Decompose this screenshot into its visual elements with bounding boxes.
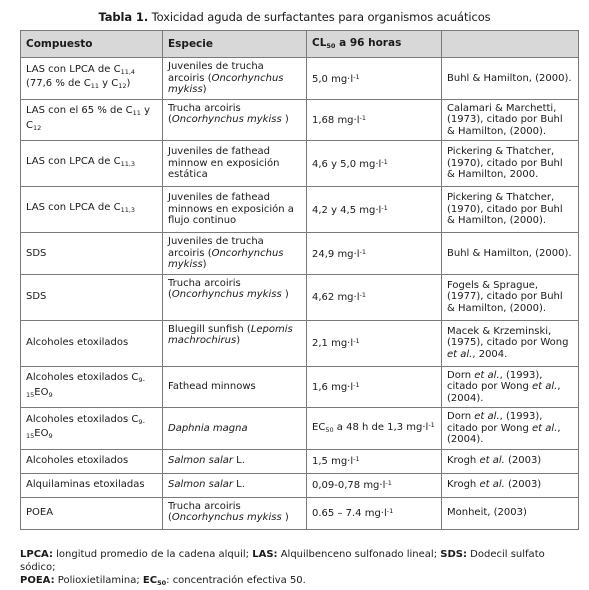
cell-especie: Juveniles de trucha arcoiris (Oncorhynchus mykiss) bbox=[163, 233, 307, 275]
cell-ref: Krogh et al. (2003) bbox=[442, 473, 579, 497]
cell-especie: Fathead minnows bbox=[163, 366, 307, 408]
cell-compuesto: Alcoholes etoxilados $C_{9-15}EO_9$ bbox=[21, 408, 163, 450]
cell-especie: Trucha arcoiris (Oncorhynchus mykiss ) bbox=[163, 99, 307, 141]
cell-ref: Buhl & Hamilton, (2000). bbox=[442, 58, 579, 100]
caption-label: Tabla 1. bbox=[98, 10, 149, 24]
cell-compuesto: Alquilaminas etoxiladas bbox=[21, 473, 163, 497]
cell-cl: 4,2 y 4,5 $mg\cdot l^{-1}$ bbox=[307, 187, 442, 233]
cell-especie: Bluegill sunfish (Lepomis machrochirus) bbox=[163, 320, 307, 366]
cell-especie: Juveniles de fathead minnow en exposición estática bbox=[163, 141, 307, 187]
table-row bbox=[21, 408, 579, 450]
header-compuesto: Compuesto bbox=[21, 31, 163, 58]
table-row bbox=[21, 99, 579, 141]
cell-especie: Juveniles de trucha arcoiris (Oncorhynchus mykiss) bbox=[163, 58, 307, 100]
cell-compuesto: LAS con el 65 % de $C_{11}$ y $C_{12}$ bbox=[21, 99, 163, 141]
cell-cl: 4,6 y 5,0 $mg\cdot l^{-1}$ bbox=[307, 141, 442, 187]
cell-compuesto: LAS con LPCA de $C_{11,4}$ (77,6 % de $C_{11}$ y $C_{12}$) bbox=[21, 58, 163, 100]
cell-cl: $EC_{50}$ a 48 h de 1,3 $mg\cdot l^{-1}$ bbox=[307, 408, 442, 450]
cell-ref: Macek & Krzeminski, (1975), citado por Wong et al., 2004. bbox=[442, 320, 579, 366]
cell-cl: 1,68 $mg\cdot l^{-1}$ bbox=[307, 99, 442, 141]
table-row bbox=[21, 449, 579, 473]
cell-especie: Salmon salar L. bbox=[163, 449, 307, 473]
cell-especie: Salmon salar L. bbox=[163, 473, 307, 497]
cell-compuesto: LAS con LPCA de $C_{11,3}$ bbox=[21, 141, 163, 187]
cell-compuesto: LAS con LPCA de $C_{11,3}$ bbox=[21, 187, 163, 233]
cell-compuesto: Alcoholes etoxilados bbox=[21, 449, 163, 473]
cell-compuesto: SDS bbox=[21, 274, 163, 320]
cell-compuesto: SDS bbox=[21, 233, 163, 275]
table-row bbox=[21, 274, 579, 320]
cell-ref: Fogels & Sprague, (1977), citado por Buhl & Hamilton, (2000). bbox=[442, 274, 579, 320]
cell-cl: 1,6 $mg\cdot l^{-1}$ bbox=[307, 366, 442, 408]
cell-cl: 0,09-0,78 $mg\cdot l^{-1}$ bbox=[307, 473, 442, 497]
toxicity-table bbox=[20, 30, 579, 530]
table-caption bbox=[0, 10, 589, 24]
caption-text: Toxicidad aguda de surfactantes para organismos acuáticos bbox=[151, 10, 491, 24]
cell-ref: Krogh et al. (2003) bbox=[442, 449, 579, 473]
cell-compuesto: Alcoholes etoxilados $C_{9-15}EO_9$ bbox=[21, 366, 163, 408]
table-row bbox=[21, 366, 579, 408]
table-row bbox=[21, 320, 579, 366]
table-row bbox=[21, 187, 579, 233]
table-row bbox=[21, 497, 579, 529]
cell-cl: 1,5 $mg\cdot l^{-1}$ bbox=[307, 449, 442, 473]
cell-cl: 2,1 $mg\cdot l^{-1}$ bbox=[307, 320, 442, 366]
header-row bbox=[21, 31, 579, 58]
cell-especie: Trucha arcoiris (Oncorhynchus mykiss ) bbox=[163, 274, 307, 320]
cell-cl: 0.65 – 7.4 $mg\cdot l^{-1}$ bbox=[307, 497, 442, 529]
table-row bbox=[21, 141, 579, 187]
cell-especie: Juveniles de fathead minnows en exposición a flujo continuo bbox=[163, 187, 307, 233]
cell-especie: Trucha arcoiris (Oncorhynchus mykiss ) bbox=[163, 497, 307, 529]
header-especie: Especie bbox=[163, 31, 307, 58]
cell-cl: 5,0 $mg\cdot l^{-1}$ bbox=[307, 58, 442, 100]
cell-compuesto: Alcoholes etoxilados bbox=[21, 320, 163, 366]
header-cl50: $CL_{50}$ a 96 horas bbox=[307, 31, 442, 58]
cell-especie: Daphnia magna bbox=[163, 408, 307, 450]
table-row bbox=[21, 58, 579, 100]
cell-ref: Pickering & Thatcher, (1970), citado por Buhl & Hamilton, (2000). bbox=[442, 187, 579, 233]
cell-cl: 24,9 $mg\cdot l^{-1}$ bbox=[307, 233, 442, 275]
cell-ref: Buhl & Hamilton, (2000). bbox=[442, 233, 579, 275]
cell-ref: Dorn et al., (1993), citado por Wong et al., (2004). bbox=[442, 366, 579, 408]
cell-ref: Monheit, (2003) bbox=[442, 497, 579, 529]
footnote: LPCA: longitud promedio de la cadena alquil; LAS: Alquilbenceno sulfonado lineal; SDS: Dodecil sulfato sódico; POEA: Polioxietilamina; $EC_{50}$: concentración efectiva 50. bbox=[20, 549, 545, 587]
cell-ref: Pickering & Thatcher, (1970), citado por Buhl & Hamilton, 2000. bbox=[442, 141, 579, 187]
cell-cl: 4,62 $mg\cdot l^{-1}$ bbox=[307, 274, 442, 320]
table-row bbox=[21, 233, 579, 275]
table-row bbox=[21, 473, 579, 497]
cell-ref: Dorn et al., (1993), citado por Wong et al., (2004). bbox=[442, 408, 579, 450]
cell-ref: Calamari & Marchetti, (1973), citado por Buhl & Hamilton, (2000). bbox=[442, 99, 579, 141]
cell-compuesto: POEA bbox=[21, 497, 163, 529]
header-reference bbox=[442, 31, 579, 58]
